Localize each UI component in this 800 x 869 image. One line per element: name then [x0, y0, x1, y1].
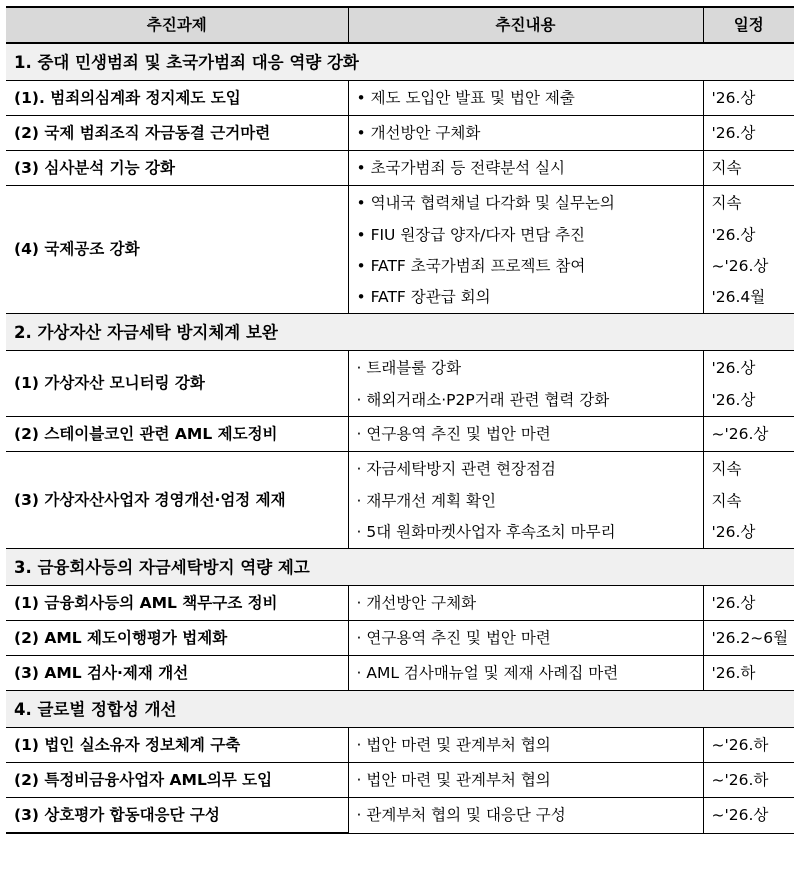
content-cell: • FATF 장관급 회의	[348, 282, 703, 314]
task-cell: (2) 특정비금융사업자 AML의무 도입	[6, 763, 348, 798]
task-cell: (2) 국제 범죄조직 자금동결 근거마련	[6, 116, 348, 151]
table-row	[6, 116, 794, 151]
schedule-cell: '26.상	[703, 586, 794, 621]
schedule-cell: '26.하	[703, 656, 794, 691]
content-cell: • 개선방안 구체화	[348, 116, 703, 151]
schedule-cell: ~'26.상	[703, 417, 794, 452]
table-row	[6, 798, 794, 834]
task-cell: (1) 가상자산 모니터링 강화	[6, 351, 348, 417]
task-cell: (3) 가상자산사업자 경영개선·엄정 제재	[6, 452, 348, 549]
table-row	[6, 656, 794, 691]
content-cell: · 5대 원화마켓사업자 후속조치 마무리	[348, 517, 703, 549]
content-cell: · 재무개선 계획 확인	[356, 492, 496, 510]
content-cell: · 법안 마련 및 관계부처 협의	[348, 763, 703, 798]
content-cell: · 개선방안 구체화	[348, 586, 703, 621]
schedule-cell: '26.상	[703, 220, 794, 251]
content-cell: · 트래블룰 강화	[356, 358, 462, 377]
section-title: 1. 중대 민생범죄 및 초국가범죄 대응 역량 강화	[6, 43, 794, 81]
content-cell: · 해외거래소·P2P거래 관련 협력 강화	[348, 385, 703, 417]
content-cell: • FATF 초국가범죄 프로젝트 참여	[356, 257, 586, 275]
schedule-cell: 지속	[703, 151, 794, 186]
table-row	[6, 728, 794, 763]
schedule-cell: 지속	[703, 186, 794, 221]
content-cell: · 법안 마련 및 관계부처 협의	[348, 728, 703, 763]
header-row	[6, 7, 794, 43]
schedule-cell: ~'26.상	[703, 798, 794, 834]
table-row	[6, 763, 794, 798]
schedule-cell: ~'26.하	[703, 763, 794, 798]
table-row	[6, 351, 794, 386]
section-row	[6, 43, 794, 81]
schedule-cell: ~'26.상	[703, 251, 794, 282]
task-cell: (2) AML 제도이행평가 법제화	[6, 621, 348, 656]
content-cell: • FIU 원장급 양자/다자 면담 추진	[356, 226, 586, 244]
content-cell: · 관계부처 협의 및 대응단 구성	[348, 798, 703, 834]
task-cell: (1). 범죄의심계좌 정지제도 도입	[6, 81, 348, 116]
schedule-cell: '26.4월	[703, 282, 794, 314]
task-cell: (4) 국제공조 강화	[6, 186, 348, 314]
content-cell: • 역내국 협력채널 다각화 및 실무논의	[356, 193, 615, 212]
schedule-cell: 지속	[703, 486, 794, 517]
task-cell: (3) 심사분석 기능 강화	[6, 151, 348, 186]
content-cell: · 연구용역 추진 및 법안 마련	[348, 417, 703, 452]
task-cell: (1) 금융회사등의 AML 책무구조 정비	[6, 586, 348, 621]
section-title: 3. 금융회사등의 자금세탁방지 역량 제고	[6, 549, 794, 586]
schedule-cell: '26.상	[703, 351, 794, 386]
header-schedule: 일정	[703, 7, 794, 43]
content-cell: · 자금세탁방지 관련 현장점검	[356, 459, 556, 478]
task-cell: (3) AML 검사·제재 개선	[6, 656, 348, 691]
table-row	[6, 151, 794, 186]
schedule-cell: '26.2~6월	[703, 621, 794, 656]
table-row	[6, 81, 794, 116]
table-row	[6, 621, 794, 656]
action-plan-table	[6, 6, 794, 834]
table-row	[6, 186, 794, 221]
schedule-cell: '26.상	[703, 116, 794, 151]
content-cell: · AML 검사매뉴얼 및 제재 사례집 마련	[348, 656, 703, 691]
table-body	[6, 43, 794, 833]
task-cell: (3) 상호평가 합동대응단 구성	[6, 798, 348, 834]
section-row	[6, 314, 794, 351]
section-title: 2. 가상자산 자금세탁 방지체계 보완	[6, 314, 794, 351]
schedule-cell: ~'26.하	[703, 728, 794, 763]
header-content: 추진내용	[348, 7, 703, 43]
section-row	[6, 691, 794, 728]
section-title: 4. 글로벌 정합성 개선	[6, 691, 794, 728]
schedule-cell: 지속	[703, 452, 794, 487]
table-row	[6, 417, 794, 452]
section-row	[6, 549, 794, 586]
table-row	[6, 586, 794, 621]
task-cell: (1) 법인 실소유자 정보체계 구축	[6, 728, 348, 763]
content-cell: · 연구용역 추진 및 법안 마련	[348, 621, 703, 656]
table-row	[6, 452, 794, 487]
schedule-cell: '26.상	[703, 517, 794, 549]
header-task: 추진과제	[6, 7, 348, 43]
task-cell: (2) 스테이블코인 관련 AML 제도정비	[6, 417, 348, 452]
schedule-cell: '26.상	[703, 81, 794, 116]
schedule-cell: '26.상	[703, 385, 794, 417]
content-cell: • 제도 도입안 발표 및 법안 제출	[348, 81, 703, 116]
content-cell: • 초국가범죄 등 전략분석 실시	[348, 151, 703, 186]
